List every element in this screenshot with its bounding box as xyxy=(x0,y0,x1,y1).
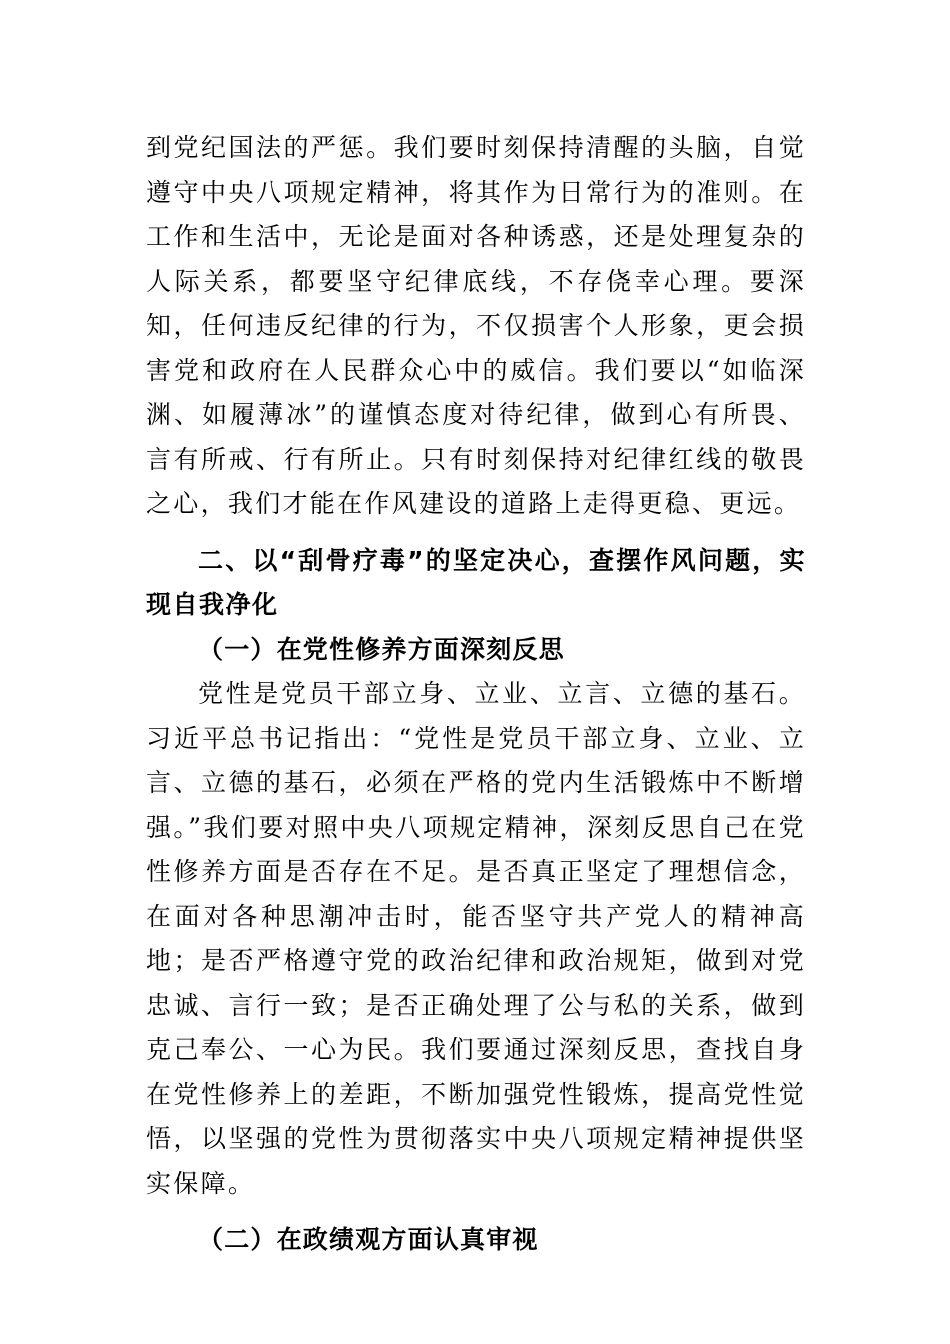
subsection-heading-2-1: （一）在党性修养方面深刻反思 xyxy=(198,634,565,664)
subsection-heading-2-2: （二）在政绩观方面认真审视 xyxy=(198,1225,539,1254)
document-body xyxy=(146,126,806,1263)
section-heading-2: 二、以“刮骨疗毒”的坚定决心，查摆作风问题，实现自我净化 xyxy=(146,545,806,619)
body-paragraph-party-spirit: 党性是党员干部立身、立业、立言、立德的基石。习近平总书记指出：“党性是党员干部立身、立业、立言、立德的基石，必须在严格的党内生活锻炼中不断增强。”我们要对照中央八项规定精神，深刻反思自己在党性修养方面是否存在不足。是否真正坚定了理想信念，在面对各种思潮冲击时，能否坚守共产党人的精神高地；是否严格遵守党的政治纪律和政治规矩，做到对党忠诚、言行一致；是否正确处理了公与私的关系，做到克己奉公、一心为民。我们要通过深刻反思，查找自身在党性修养上的差距，不断加强党性锻炼，提高党性觉悟，以坚强的党性为贯彻落实中央八项规定精神提供坚实保障。 xyxy=(146,679,806,1198)
body-paragraph-continued: 到党纪国法的严惩。我们要时刻保持清醒的头脑，自觉遵守中央八项规定精神，将其作为日常行为的准则。在工作和生活中，无论是面对各种诱惑，还是处理复杂的人际关系，都要坚守纪律底线，不存侥幸心理。要深知，任何违反纪律的行为，不仅损害个人形象，更会损害党和政府在人民群众心中的威信。我们要以“如临深渊、如履薄冰”的谨慎态度对待纪律，做到心有所畏、言有所戒、行有所止。只有时刻保持对纪律红线的敬畏之心，我们才能在作风建设的道路上走得更稳、更远。 xyxy=(146,133,806,518)
